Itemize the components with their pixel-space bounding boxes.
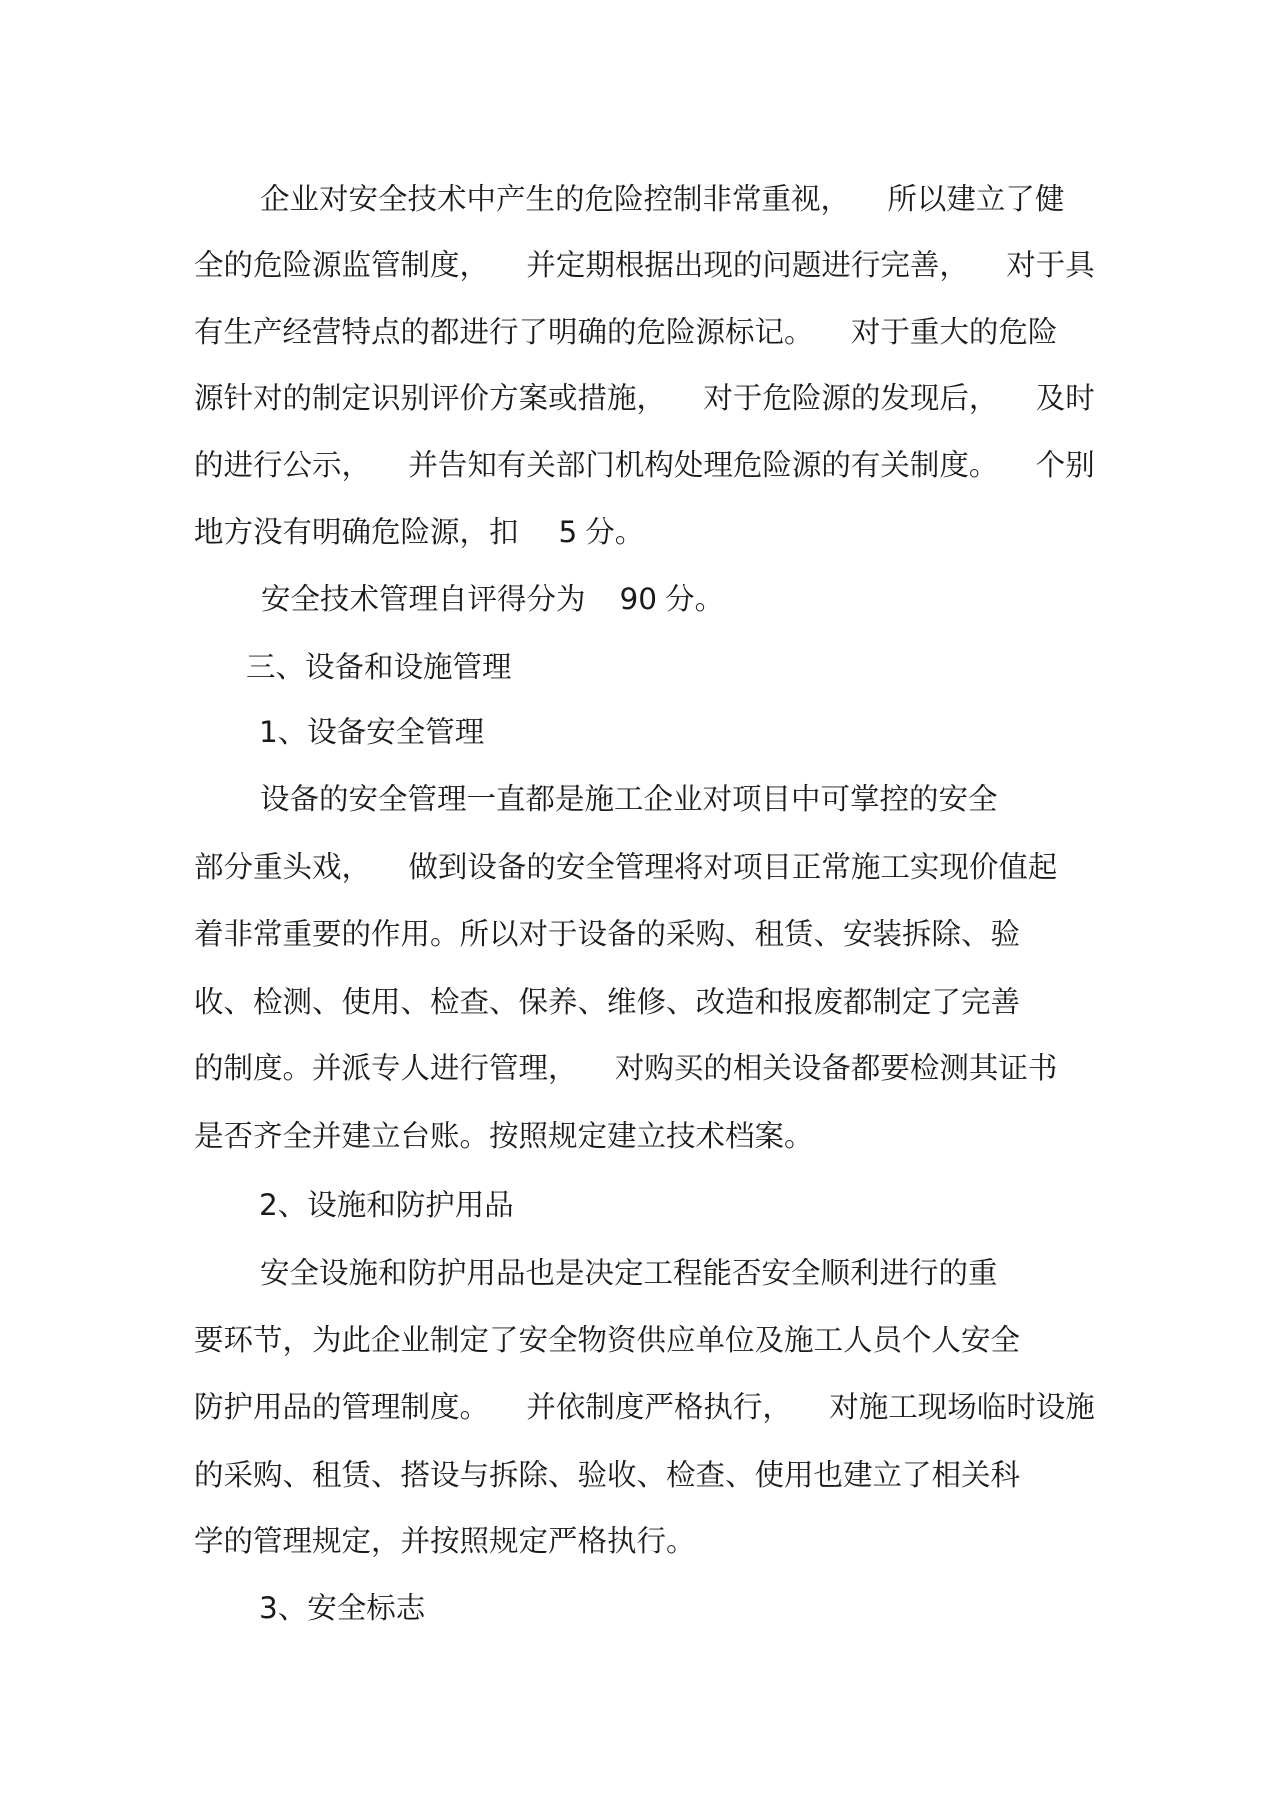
body-text-line: 部分重头戏， 做到设备的安全管理将对项目正常施工实现价值起 (194, 850, 1058, 884)
paragraph-first-line: 安全设施和防护用品也是决定工程能否安全顺利进行的重 (260, 1256, 998, 1290)
body-text-line: 源针对的制定识别评价方案或措施， 对于危险源的发现后， 及时 (194, 381, 1095, 415)
score-value: 90 (619, 582, 658, 616)
paragraph-first-line: 企业对安全技术中产生的危险控制非常重视， 所以建立了健 (260, 182, 1065, 216)
subsection-heading: 2、设施和防护用品 (259, 1188, 514, 1222)
body-text-line: 学的管理规定，并按照规定严格执行。 (194, 1524, 696, 1558)
body-text-line: 是否齐全并建立台账。按照规定建立技术档案。 (194, 1119, 814, 1153)
subsection-heading: 1、设备安全管理 (259, 715, 485, 749)
body-text-line: 有生产经营特点的都进行了明确的危险源标记。 对于重大的危险 (194, 315, 1058, 349)
body-text-line: 防护用品的管理制度。 并依制度严格执行， 对施工现场临时设施 (194, 1390, 1095, 1424)
body-text-line: 全的危险源监管制度， 并定期根据出现的问题进行完善， 对于具 (194, 248, 1095, 282)
paragraph-first-line: 设备的安全管理一直都是施工企业对项目中可掌控的安全 (260, 782, 998, 816)
score-line (261, 579, 724, 619)
points-unit: 分。 (585, 515, 645, 549)
body-text-line: 要环节，为此企业制定了安全物资供应单位及施工人员个人安全 (194, 1323, 1021, 1357)
deduction-line (194, 512, 644, 552)
body-text-line: 着非常重要的作用。所以对于设备的采购、租赁、安装拆除、验 (194, 917, 1021, 951)
body-text-line: 的制度。并派专人进行管理， 对购买的相关设备都要检测其证书 (194, 1051, 1058, 1085)
deduction-text: 地方没有明确危险源，扣 (194, 515, 519, 549)
subsection-heading: 3、安全标志 (259, 1591, 426, 1625)
section-heading: 三、设备和设施管理 (246, 650, 512, 684)
body-text-line: 的采购、租赁、搭设与拆除、验收、检查、使用也建立了相关科 (194, 1458, 1021, 1492)
body-text-line: 收、检测、使用、检查、保养、维修、改造和报废都制定了完善 (194, 985, 1021, 1019)
body-text-line: 的进行公示， 并告知有关部门机构处理危险源的有关制度。 个别 (194, 448, 1095, 482)
deduction-points: 5 (558, 515, 578, 549)
points-unit: 分。 (665, 582, 725, 616)
score-text: 安全技术管理自评得分为 (261, 582, 586, 616)
